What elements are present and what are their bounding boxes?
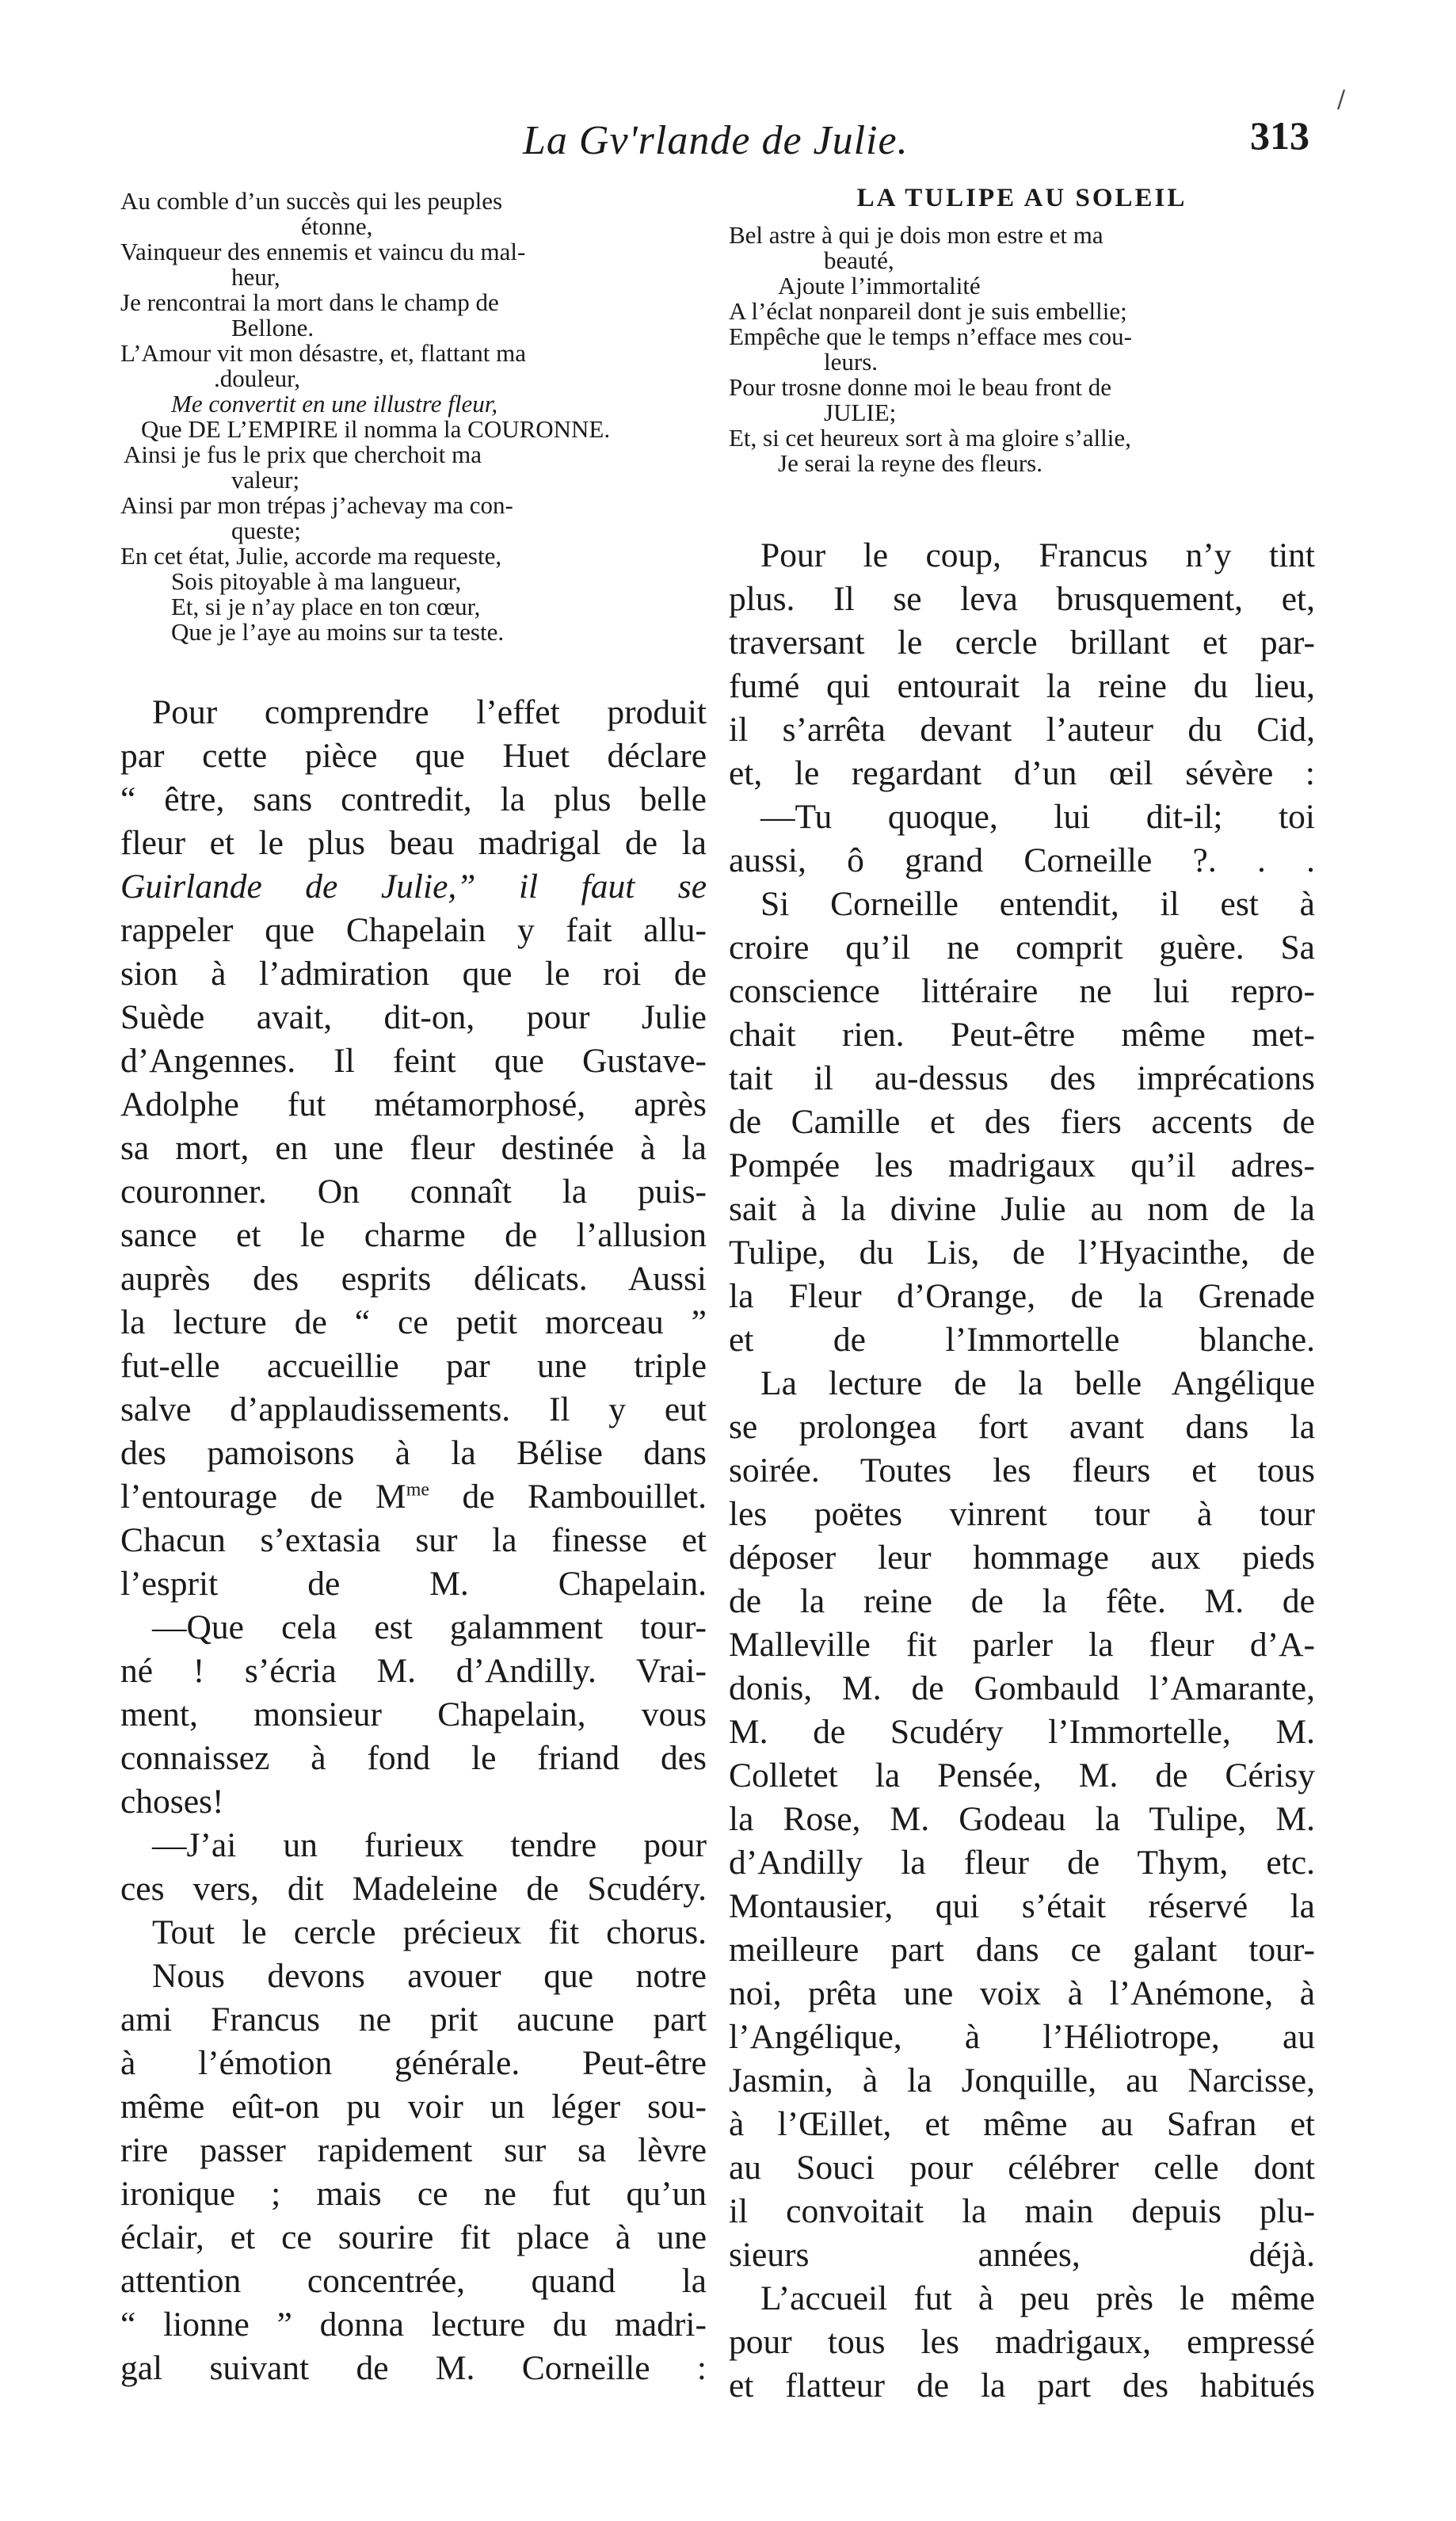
poem-line: Que je l’aye au moins sur ta teste. (171, 618, 505, 646)
poem-line: Empêche que le temps n’efface mes cou- (729, 322, 1132, 350)
text-line: Suède avait, dit-on, pour Julie (120, 998, 707, 1036)
text-line: des pamoisons à la Bélise dans (120, 1434, 707, 1472)
text-line (120, 1475, 707, 1519)
text-line: M. de Scudéry l’Immortelle, M. (729, 1713, 1315, 1751)
text-line: —J’ai un furieux tendre pour (152, 1826, 707, 1864)
text-line: il convoitait la main depuis plu- (729, 2192, 1315, 2230)
poem-line: leurs. (824, 348, 879, 376)
text-line: d’Angennes. Il feint que Gustave- (120, 1042, 707, 1080)
right-poem (729, 223, 1315, 476)
left-poem (120, 189, 707, 645)
text-line: Montausier, qui s’était réservé la (729, 1887, 1315, 1925)
text-line: ami Francus ne prit aucune part (120, 2000, 707, 2039)
text-line: Guirlande de Julie,” il faut se (120, 868, 707, 906)
text-line: salve d’applaudissements. Il y eut (120, 1390, 707, 1428)
poem-line: queste; (231, 517, 301, 544)
poem-line: valeur; (231, 466, 300, 494)
text-line: couronner. On connaît la puis- (120, 1173, 707, 1211)
poem-line: beauté, (824, 246, 894, 274)
text-line: —Tu quoque, lui dit-il; toi (760, 798, 1315, 836)
text-line: l’esprit de M. Chapelain. (120, 1565, 707, 1603)
text-line: Tout le cercle précieux fit chorus. (152, 1913, 707, 1951)
text-fragment: de Rambouillet. (429, 1478, 707, 1516)
text-line: gal suivant de M. Corneille : (120, 2349, 707, 2387)
text-line: sait à la divine Julie au nom de la (729, 1190, 1315, 1228)
poem-line: Ainsi par mon trépas j’achevay ma con- (120, 491, 513, 519)
text-line: de Camille et des fiers accents de (729, 1103, 1315, 1141)
text-line: les poëtes vinrent tour à tour (729, 1495, 1315, 1533)
poem-line: étonne, (301, 212, 373, 240)
text-line: attention concentrée, quand la (120, 2262, 707, 2300)
poem-line: A l’éclat nonpareil dont je suis embellie; (729, 297, 1127, 325)
poem-line: Bel astre à qui je dois mon estre et ma (729, 221, 1103, 249)
poem-line: Vainqueur des ennemis et vaincu du mal- (120, 238, 526, 265)
text-line: meilleure part dans ce galant tour- (729, 1931, 1315, 1969)
text-line: fut-elle accueillie par une triple (120, 1347, 707, 1385)
text-line: au Souci pour célébrer celle dont (729, 2149, 1315, 2187)
text-line: Adolphe fut métamorphosé, après (120, 1085, 707, 1123)
text-line: pour tous les madrigaux, empressé (729, 2323, 1315, 2361)
right-column (729, 184, 1315, 476)
text-line: Tulipe, du Lis, de l’Hyacinthe, de (729, 1234, 1315, 1272)
text-line: donis, M. de Gombauld l’Amarante, (729, 1669, 1315, 1707)
poem-line: Je serai la reyne des fleurs. (778, 449, 1042, 477)
text-line: Nous devons avouer que notre (152, 1957, 707, 1995)
page-number: 313 (1250, 113, 1309, 158)
text-line: à l’émotion générale. Peut-être (120, 2044, 707, 2082)
text-line: à l’Œillet, et même au Safran et (729, 2105, 1315, 2143)
text-line: ces vers, dit Madeleine de Scudéry. (120, 1870, 707, 1908)
text-line: tait il au-dessus des imprécations (729, 1059, 1315, 1097)
text-line: sion à l’admiration que le roi de (120, 955, 707, 993)
poem-line: Que DE L’EMPIRE il nomma la COURONNE. (141, 415, 611, 443)
text-line: Jasmin, à la Jonquille, au Narcisse, (729, 2061, 1315, 2100)
text-line: sa mort, en une fleur destinée à la (120, 1129, 707, 1167)
text-line: fleur et le plus beau madrigal de la (120, 824, 707, 862)
poem-line: Ainsi je fus le prix que cherchoit ma (124, 441, 482, 468)
text-line: fumé qui entourait la reine du lieu, (729, 667, 1315, 705)
text-line: traversant le cercle brillant et par- (729, 624, 1315, 662)
text-line: “ lionne ” donna lecture du madri- (120, 2306, 707, 2344)
text-line: Chacun s’extasia sur la finesse et (120, 1521, 707, 1559)
text-line: connaissez à fond le friand des (120, 1739, 707, 1777)
text-line: Malleville fit parler la fleur d’A- (729, 1626, 1315, 1664)
running-header-title: La Gv'rlande de Julie. (523, 118, 909, 163)
text-line: Si Corneille entendit, il est à (760, 885, 1315, 923)
left-prose (120, 691, 707, 2390)
text-line: déposer leur hommage aux pieds (729, 1539, 1315, 1577)
poem-line: En cet état, Julie, accorde ma requeste, (120, 542, 502, 570)
poem-line: Et, si je n’ay place en ton cœur, (171, 593, 481, 620)
poem-line: Pour trosne donne moi le beau front de (729, 373, 1111, 401)
poem-line: Et, si cet heureux sort à ma gloire s’allie, (729, 424, 1131, 452)
text-line: et, le regardant d’un œil sévère : (729, 754, 1315, 792)
text-line: et flatteur de la part des habitués (729, 2367, 1315, 2405)
poem-line: Je rencontrai la mort dans le champ de (120, 288, 499, 316)
text-line: par cette pièce que Huet déclare (120, 737, 707, 775)
text-line: chait rien. Peut-être même met- (729, 1016, 1315, 1054)
poem-line: Ajoute l’immortalité (778, 272, 981, 299)
text-fragment: l’entourage de M (120, 1478, 406, 1516)
text-line: ironique ; mais ce ne fut qu’un (120, 2175, 707, 2213)
poem-line: Sois pitoyable à ma langueur, (171, 567, 462, 595)
text-line: de la reine de la fête. M. de (729, 1582, 1315, 1620)
poem-title: LA TULIPE AU SOLEIL (856, 184, 1187, 212)
text-line: Pour le coup, Francus n’y tint (760, 536, 1315, 574)
poem-line: Au comble d’un succès qui les peuples (120, 187, 503, 215)
text-line: sance et le charme de l’allusion (120, 1216, 707, 1254)
text-line: L’accueil fut à peu près le même (760, 2279, 1315, 2317)
text-line: il s’arrêta devant l’auteur du Cid, (729, 711, 1315, 749)
text-line: l’Angélique, à l’Héliotrope, au (729, 2018, 1315, 2056)
text-line: plus. Il se leva brusquement, et, (729, 580, 1315, 618)
text-line: la lecture de “ ce petit morceau ” (120, 1303, 707, 1341)
text-line: éclair, et ce sourire fit place à une (120, 2218, 707, 2256)
poem-line: L’Amour vit mon désastre, et, flattant ma (120, 339, 526, 367)
text-line: même eût-on pu voir un léger sou- (120, 2088, 707, 2126)
text-line: sieurs années, déjà. (729, 2236, 1315, 2274)
text-line: auprès des esprits délicats. Aussi (120, 1260, 707, 1298)
text-line: Colletet la Pensée, M. de Cérisy (729, 1756, 1315, 1794)
text-line: né ! s’écria M. d’Andilly. Vrai- (120, 1652, 707, 1690)
poem-line: JULIE; (824, 399, 897, 426)
text-line: soirée. Toutes les fleurs et tous (729, 1451, 1315, 1489)
left-column (120, 189, 707, 645)
text-line: choses! (120, 1783, 224, 1821)
text-line: La lecture de la belle Angélique (760, 1364, 1315, 1402)
text-line: croire qu’il ne comprit guère. Sa (729, 929, 1315, 967)
poem-line: Me convertit en une illustre fleur, (171, 390, 498, 418)
right-prose (729, 534, 1315, 2408)
text-line: rire passer rapidement sur sa lèvre (120, 2131, 707, 2169)
text-line: la Rose, M. Godeau la Tulipe, M. (729, 1800, 1315, 1838)
text-line: d’Andilly la fleur de Thym, etc. (729, 1844, 1315, 1882)
text-line: Pour comprendre l’effet produit (152, 693, 707, 731)
text-line: rappeler que Chapelain y fait allu- (120, 911, 707, 949)
superscript: me (406, 1479, 430, 1501)
text-line: et de l’Immortelle blanche. (729, 1321, 1315, 1359)
text-line: Pompée les madrigaux qu’il adres- (729, 1146, 1315, 1184)
poem-line: heur, (231, 263, 280, 291)
text-line: se prolongea fort avant dans la (729, 1408, 1315, 1446)
text-line: —Que cela est galamment tour- (152, 1608, 707, 1646)
text-line: “ être, sans contredit, la plus belle (120, 780, 707, 818)
text-line: la Fleur d’Orange, de la Grenade (729, 1277, 1315, 1315)
margin-mark: / (1337, 86, 1346, 113)
text-line: noi, prêta une voix à l’Anémone, à (729, 1974, 1315, 2012)
text-line: conscience littéraire ne lui repro- (729, 972, 1315, 1010)
text-line: ment, monsieur Chapelain, vous (120, 1695, 707, 1733)
poem-line: .douleur, (214, 364, 300, 392)
text-line: aussi, ô grand Corneille ?. . . (729, 841, 1315, 879)
poem-line: Bellone. (231, 314, 314, 341)
